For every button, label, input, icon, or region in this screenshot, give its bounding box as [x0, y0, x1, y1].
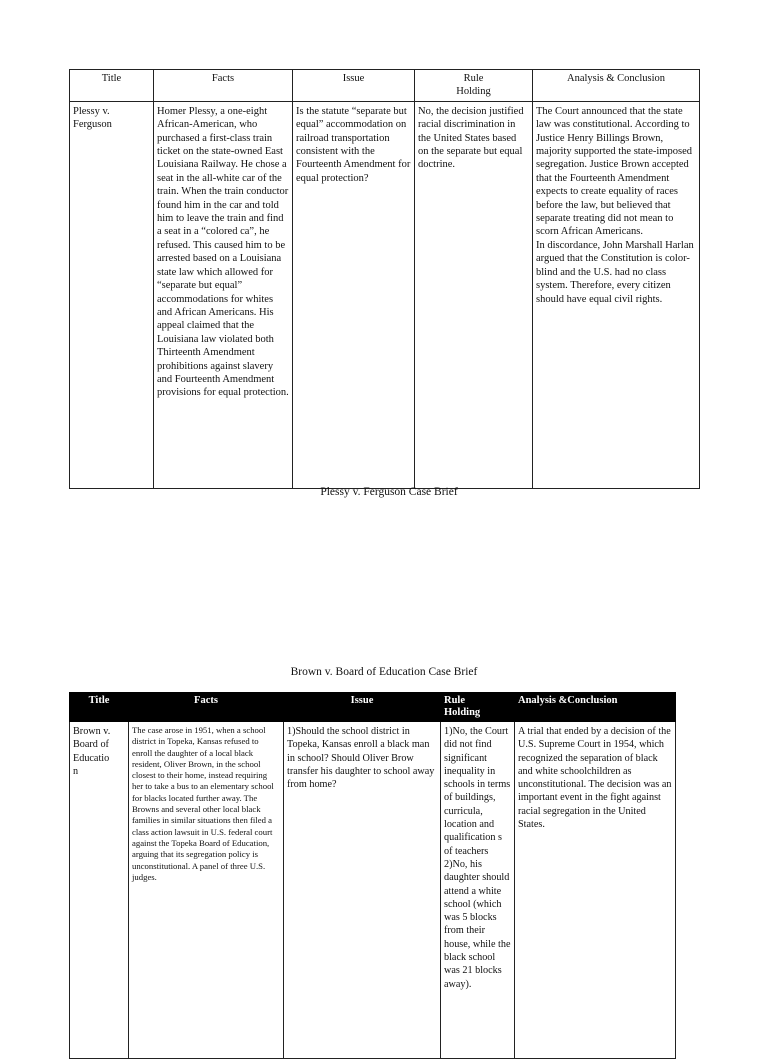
plessy-case-table	[69, 69, 700, 489]
header-analysis: Analysis &Conclusion	[515, 693, 676, 722]
facts-cell: The case arose in 1951, when a school district in Topeka, Kansas refused to enroll the daughter of a local black resident, Oliver Brown, in the school closest to their home, instead requiring her to take a bus to an elementary school for blacks located further away. The Browns and several other local black families in similar situations then filed a class action lawsuit in U.S. federal court against the Topeka Board of Education, arguing that its segregation policy is unconstitutional. A panel of three U.S. judges.	[129, 722, 284, 1059]
table-header-row	[70, 693, 676, 722]
header-issue: Issue	[293, 70, 415, 102]
analysis-cell: The Court announced that the state law was constitutional. According to Justice Henry Billings Brown, majority supported the state-imposed segregation. Justice Brown accepted that the Fourteenth Amendment expects to create equality of races before the law, but believed that separate treating did not mean to scorn African Americans. In discordance, John Marshall Harlan argued that the Constitution is color-blind and the U.S. had no class system. Therefore, every citizen should have equal civil rights.	[533, 101, 700, 488]
analysis-cell: A trial that ended by a decision of the U.S. Supreme Court in 1954, which recognized the separation of black and white schoolchildren as unconstitutional. The decision was an important event in the fight against racial segregation in the United States.	[515, 722, 676, 1059]
header-facts: Facts	[129, 693, 284, 722]
brown-caption: Brown v. Board of Education Case Brief	[290, 666, 478, 678]
header-facts: Facts	[154, 70, 293, 102]
issue-cell: Is the statute “separate but equal” accommodation on railroad transportation consistent with the Fourteenth Amendment for equal protection?	[293, 101, 415, 488]
table-row	[70, 101, 700, 488]
plessy-caption: Plessy v. Ferguson Case Brief	[320, 486, 458, 498]
header-rule-holding: Rule Holding	[441, 693, 515, 722]
header-title: Title	[70, 70, 154, 102]
table-row	[70, 722, 676, 1059]
header-analysis: Analysis & Conclusion	[533, 70, 700, 102]
case-title-cell: Brown v. Board of Educatio n	[70, 722, 129, 1059]
brown-case-table	[69, 692, 676, 1059]
issue-cell: 1)Should the school district in Topeka, Kansas enroll a black man in school? Should Oliver Brow transfer his daughter to school away from home?	[284, 722, 441, 1059]
header-title: Title	[70, 693, 129, 722]
case-title-cell: Plessy v. Ferguson	[70, 101, 154, 488]
facts-cell: Homer Plessy, a one-eight African-American, who purchased a first-class train ticket on the state-owned East Louisiana Railway. He chose a seat in the all-white car of the train. When the train conductor found him in the car and told him to leave the train and find a seat in a “colored ca”, he refused. This caused him to be arrested based on a Louisiana state law which allowed for “separate but equal” accommodations for whites and African Americans. His appeal claimed that the Louisiana law violated both Thirteenth Amendment prohibitions against slavery and Fourteenth Amendment provisions for equal protection.	[154, 101, 293, 488]
header-issue: Issue	[284, 693, 441, 722]
rule-cell: No, the decision justified racial discrimination in the United States based on the separate but equal doctrine.	[415, 101, 533, 488]
table-header-row	[70, 70, 700, 102]
header-rule-holding: Rule Holding	[415, 70, 533, 102]
rule-cell: 1)No, the Court did not find significant inequality in schools in terms of buildings, curricula, location and qualification s of teachers 2)No, his daughter should attend a white school (which was 5 blocks from their house, while the black school was 21 blocks away).	[441, 722, 515, 1059]
